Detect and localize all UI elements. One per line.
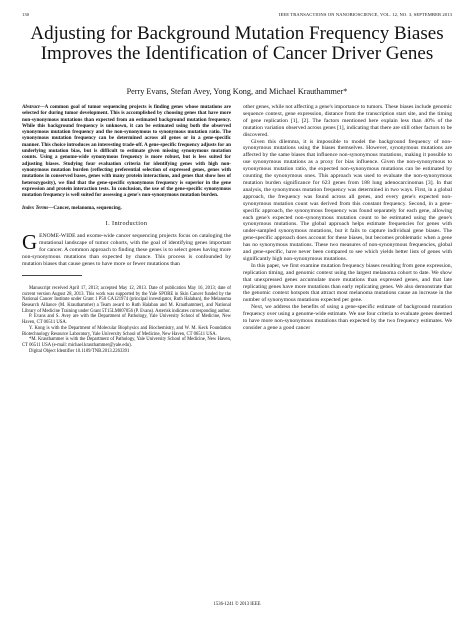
footnote-doi: Digital Object Identifier 10.1109/TNB.2013.2263391 — [29, 348, 130, 354]
index-terms — [22, 205, 231, 211]
footnote-kong: Y. Kong is with the Department of Molecular Biophysics and Biochemistry, and W. M. Keck Foundation Biotechnology Resource Laboratory, Yale University School of Medicine, New Haven, CT 06511 USA. — [22, 325, 231, 337]
footnote-separator — [22, 275, 82, 276]
intro-text: ENOME-WIDE and exome-wide cancer sequencing projects focus on cataloging the mutational landscape of tumor cohorts, with the goal of identifying genes important for cancer. A common approach to finding these genes is to select genes having more non-synonymous mutations than expected by chance. This process is confounded by mutation biases that cause genes to have more or fewer mutations than — [22, 233, 231, 267]
section-heading: I. Introduction — [105, 219, 148, 227]
abstract-label: Abstract— — [22, 104, 45, 110]
body-paragraph: In this paper, we first examine mutation frequency biases resulting from gene expression, replication timing, and genomic context using the largest melanoma cohort to date. We show that unexpressed genes accumulate more mutations than expressed genes, and that late replicating genes have more mutations than early replicating genes. We also demonstrate that the genomic context hotspots that attract most melanoma mutations cause an increase in the number of synonymous mutations expected per gene. — [243, 262, 452, 304]
page-number: 130 — [22, 12, 30, 17]
drop-cap: G — [22, 230, 38, 255]
body-paragraph: other genes, while not affecting a gene's importance to tumors. These biases include genomic sequence context, gene expression, distance from the transcription start site, and the timing of gene replication [1], [2]. The factors mentioned here explain less than 40% of the mutation variation observed across genes [1], indicating that there are still other factors to be discovered. — [243, 104, 452, 138]
right-column — [243, 104, 452, 332]
footnote-manuscript: Manuscript received April 17, 2013; accepted May 12, 2013. Date of publication May 16, 2013; date of current version August 28, 2013. This work was supported by the Yale SPORE in Skin Cancer funded by the National Cancer Institute under Grant 1 P50 CA121974 (principal investigator, Ruth Halaban), the Melanoma Research Alliance (M. Krauthammer) a Team award to Ruth Halaban and M. Krauthammer), and National Library of Medicine Training under Grant 5T15LM007056 (P. Evans). Asterisk indicates corresponding author. — [22, 285, 231, 314]
author-list: Perry Evans, Stefan Avey, Yong Kong, and Michael Krauthammer* — [126, 87, 348, 96]
body-paragraph: Next, we address the benefits of using a gene-specific estimate of background mutation frequency over using a genome-wide estimate. We use four criteria to evaluate genes deemed to have more non-synonymous mutations than expected by the two frequency estimates. We consider a gene a good cancer — [243, 304, 452, 331]
abstract — [22, 104, 231, 198]
index-terms-text: Cancer, melanoma, sequencing. — [53, 205, 122, 212]
footnote-krauthammer: *M. Krauthammer is with the Department of Pathology, Yale University School of Medicine, New Haven, CT 06511 USA (e-mail: michael.krauthammer@yale.edu). — [22, 337, 231, 348]
index-terms-label: Index Terms— — [22, 205, 54, 212]
body-paragraph: Given this dilemma, it is impossible to model the background frequency of non-synonymous mutations using the biases themselves. However, synonymous mutations are affected by the same biases that influence non-synonymous mutations, making it possible to use synonymous mutations as a proxy for bias influence. Given the non-synonymous to synonymous mutation ratio, the expected non-synonymous mutations can be estimated by counting the synonymous ones. This approach was used to evaluate the non-synonymous mutation burden significance for 623 genes from 188 lung adenocarcinomas [3]. In that analysis, the synonymous mutation frequency was determined in two ways. First, in a global approach, the frequency was found across all genes, and every gene's expected non-synonymous mutation count was derived from this constant frequency. Second, in a gene-specific approach, the synonymous frequency was found separately for each gene, allowing each gene's expected non-synonymous mutation count to be estimated using the gene's synonymous mutations. The global approach helps estimate frequencies for genes with under-sampled synonymous mutations, but it fails to capture individual gene biases. The gene-specific approach does account for these biases, but becomes problematic when a gene has no synonymous mutations. These two measures of non-synonymous frequencies, global and gene-specific, have never been compared to see which yields better lists of genes with significantly high non-synonymous mutations. — [243, 138, 452, 262]
abstract-text: A common goal of tumor sequencing projects is finding genes whose mutations are selected for during tumor development. This is accomplished by choosing genes that have more non-synonymous mutations than expected from an estimated background mutation frequency. While this background frequency is unknown, it can be estimated using both the observed synonymous mutation frequency and the non-synonymous to synonymous mutation ratio. The synonymous mutation frequency can be determined across all genes or in a gene-specific manner. This choice introduces an interesting trade-off. A gene-specific frequency adjusts for an underlying mutation bias, but is difficult to estimate given missing synonymous mutation counts. Using a genome-wide synonymous frequency is more robust, but is less suited for adjusting biases. Studying four evaluation criteria for identifying genes with high non-synonymous mutation burden (reflecting preferential selection of expressed genes, genes with mutations in conserved bases, genes with many protein interactions, and genes that show loss of heterozygosity), we find that the gene-specific synonymous frequency is superior in the gene expression and protein interaction tests. In conclusion, the use of the gene-specific synonymous mutation frequency is well suited for assessing a gene's non-synonymous mutation burden. — [22, 104, 231, 199]
intro-paragraph — [22, 230, 231, 268]
left-column — [22, 104, 231, 354]
copyright-footer: 1536-1241 © 2013 IEEE — [213, 602, 261, 607]
footnote-evans-avey: P. Evans and S. Avey are with the Department of Pathology, Yale University School of Medicine, New Haven, CT 06511 USA. — [22, 314, 231, 326]
journal-header: IEEE TRANSACTIONS ON NANOBIOSCIENCE, VOL. 12, NO. 3, SEPTEMBER 2013 — [278, 12, 452, 17]
paper-title: Adjusting for Background Mutation Frequency Biases Improves the Identification of Cancer Driver Genes — [30, 23, 444, 64]
